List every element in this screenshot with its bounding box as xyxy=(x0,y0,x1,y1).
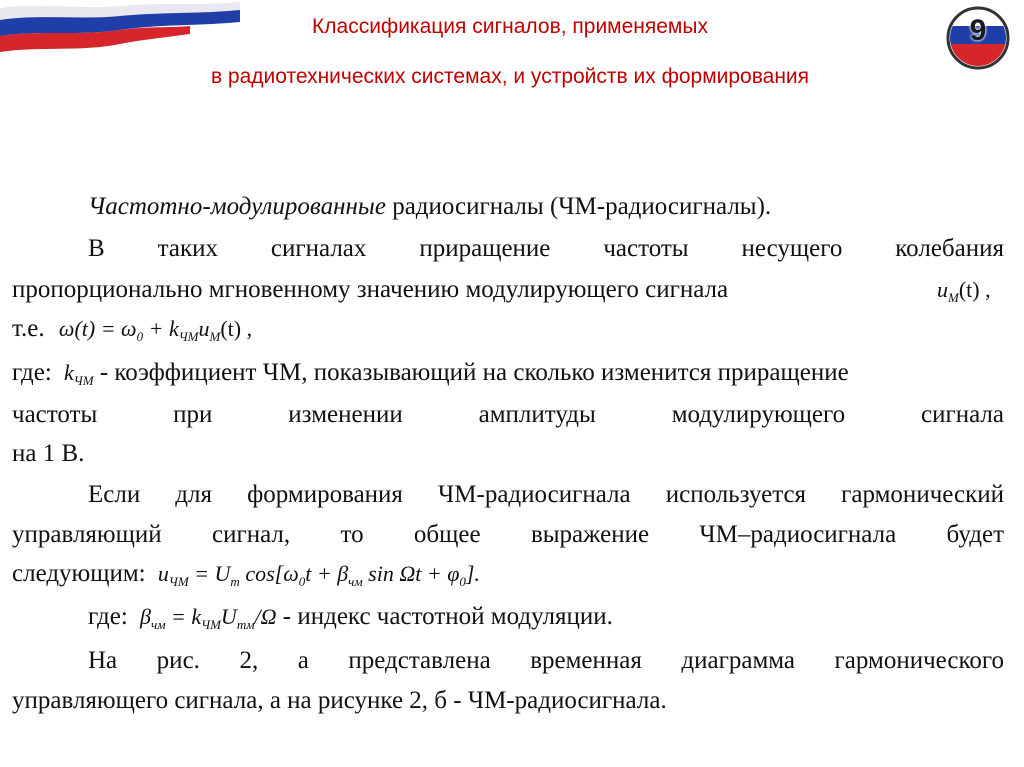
paragraph-3-line-2: частоты при изменении амплитуды модулирующего сигнала xyxy=(12,401,1004,428)
paragraph-4-line-2: управляющий сигнал, то общее выражение ЧМ–радиосигнала будет xyxy=(12,521,1004,548)
paragraph-5: где: $\beta_{чм} = k_{ЧМ}U_{mм}/\Omega$ - индекс частотной модуляции. xyxy=(88,603,613,632)
paragraph-3-line-3: на 1 В. xyxy=(12,440,85,467)
paragraph-2-line-2: пропорционально мгновенному значению модулирующего сигнала $u_M(t)$ , xyxy=(12,269,1004,311)
paragraph-2-line-3: т.е. $\omega(t) = \omega_0 + k_{ЧМ}u_M(t)$ , xyxy=(12,315,253,344)
formula-beta: $\beta_{чм} = k_{ЧМ}U_{mм}/\Omega$ xyxy=(140,604,277,632)
paragraph-3-line-1: где: $k_{ЧМ}$ - коэффициент ЧМ, показывающий на сколько изменится приращение xyxy=(12,359,849,388)
slide-title-line1: Классификация сигналов, применяемых xyxy=(312,15,708,38)
paragraph-4-line-3: следующим: $u_{ЧМ} = U_m$ $\cos[\omega_0t + \beta_{чм}$ $\sin \Omega t + \varphi_0$]. xyxy=(12,560,480,589)
slide-title-line2: в радиотехнических системах, и устройств их формирования xyxy=(210,65,810,88)
paragraph-6-line-1: На рис. 2, а представлена временная диаграмма гармонического xyxy=(88,647,1004,674)
formula-u-chm: $u_{ЧМ} = U_m$ $\cos[\omega_0t + \beta_{чм}$ $\sin \Omega t + \varphi_0$]. xyxy=(157,561,480,589)
formula-u-m: $u_M(t)$ , xyxy=(937,277,991,305)
paragraph-4-line-1: Если для формирования ЧМ-радиосигнала используется гармонический xyxy=(88,481,1004,508)
paragraph-6-line-2: управляющего сигнала, а на рисунке 2, б - ЧМ-радиосигнала. xyxy=(12,687,667,714)
slide-number: 9 xyxy=(969,14,987,47)
formula-k-chm: $k_{ЧМ}$ xyxy=(64,360,94,388)
formula-omega: $\omega(t) = \omega_0 + k_{ЧМ}u_M(t)$ , xyxy=(58,316,253,344)
paragraph-1: Частотно-модулированные радиосигналы (ЧМ-радиосигналы). xyxy=(88,193,772,220)
paragraph-2-line-1: В таких сигналах приращение частоты несущего колебания xyxy=(88,235,1004,262)
